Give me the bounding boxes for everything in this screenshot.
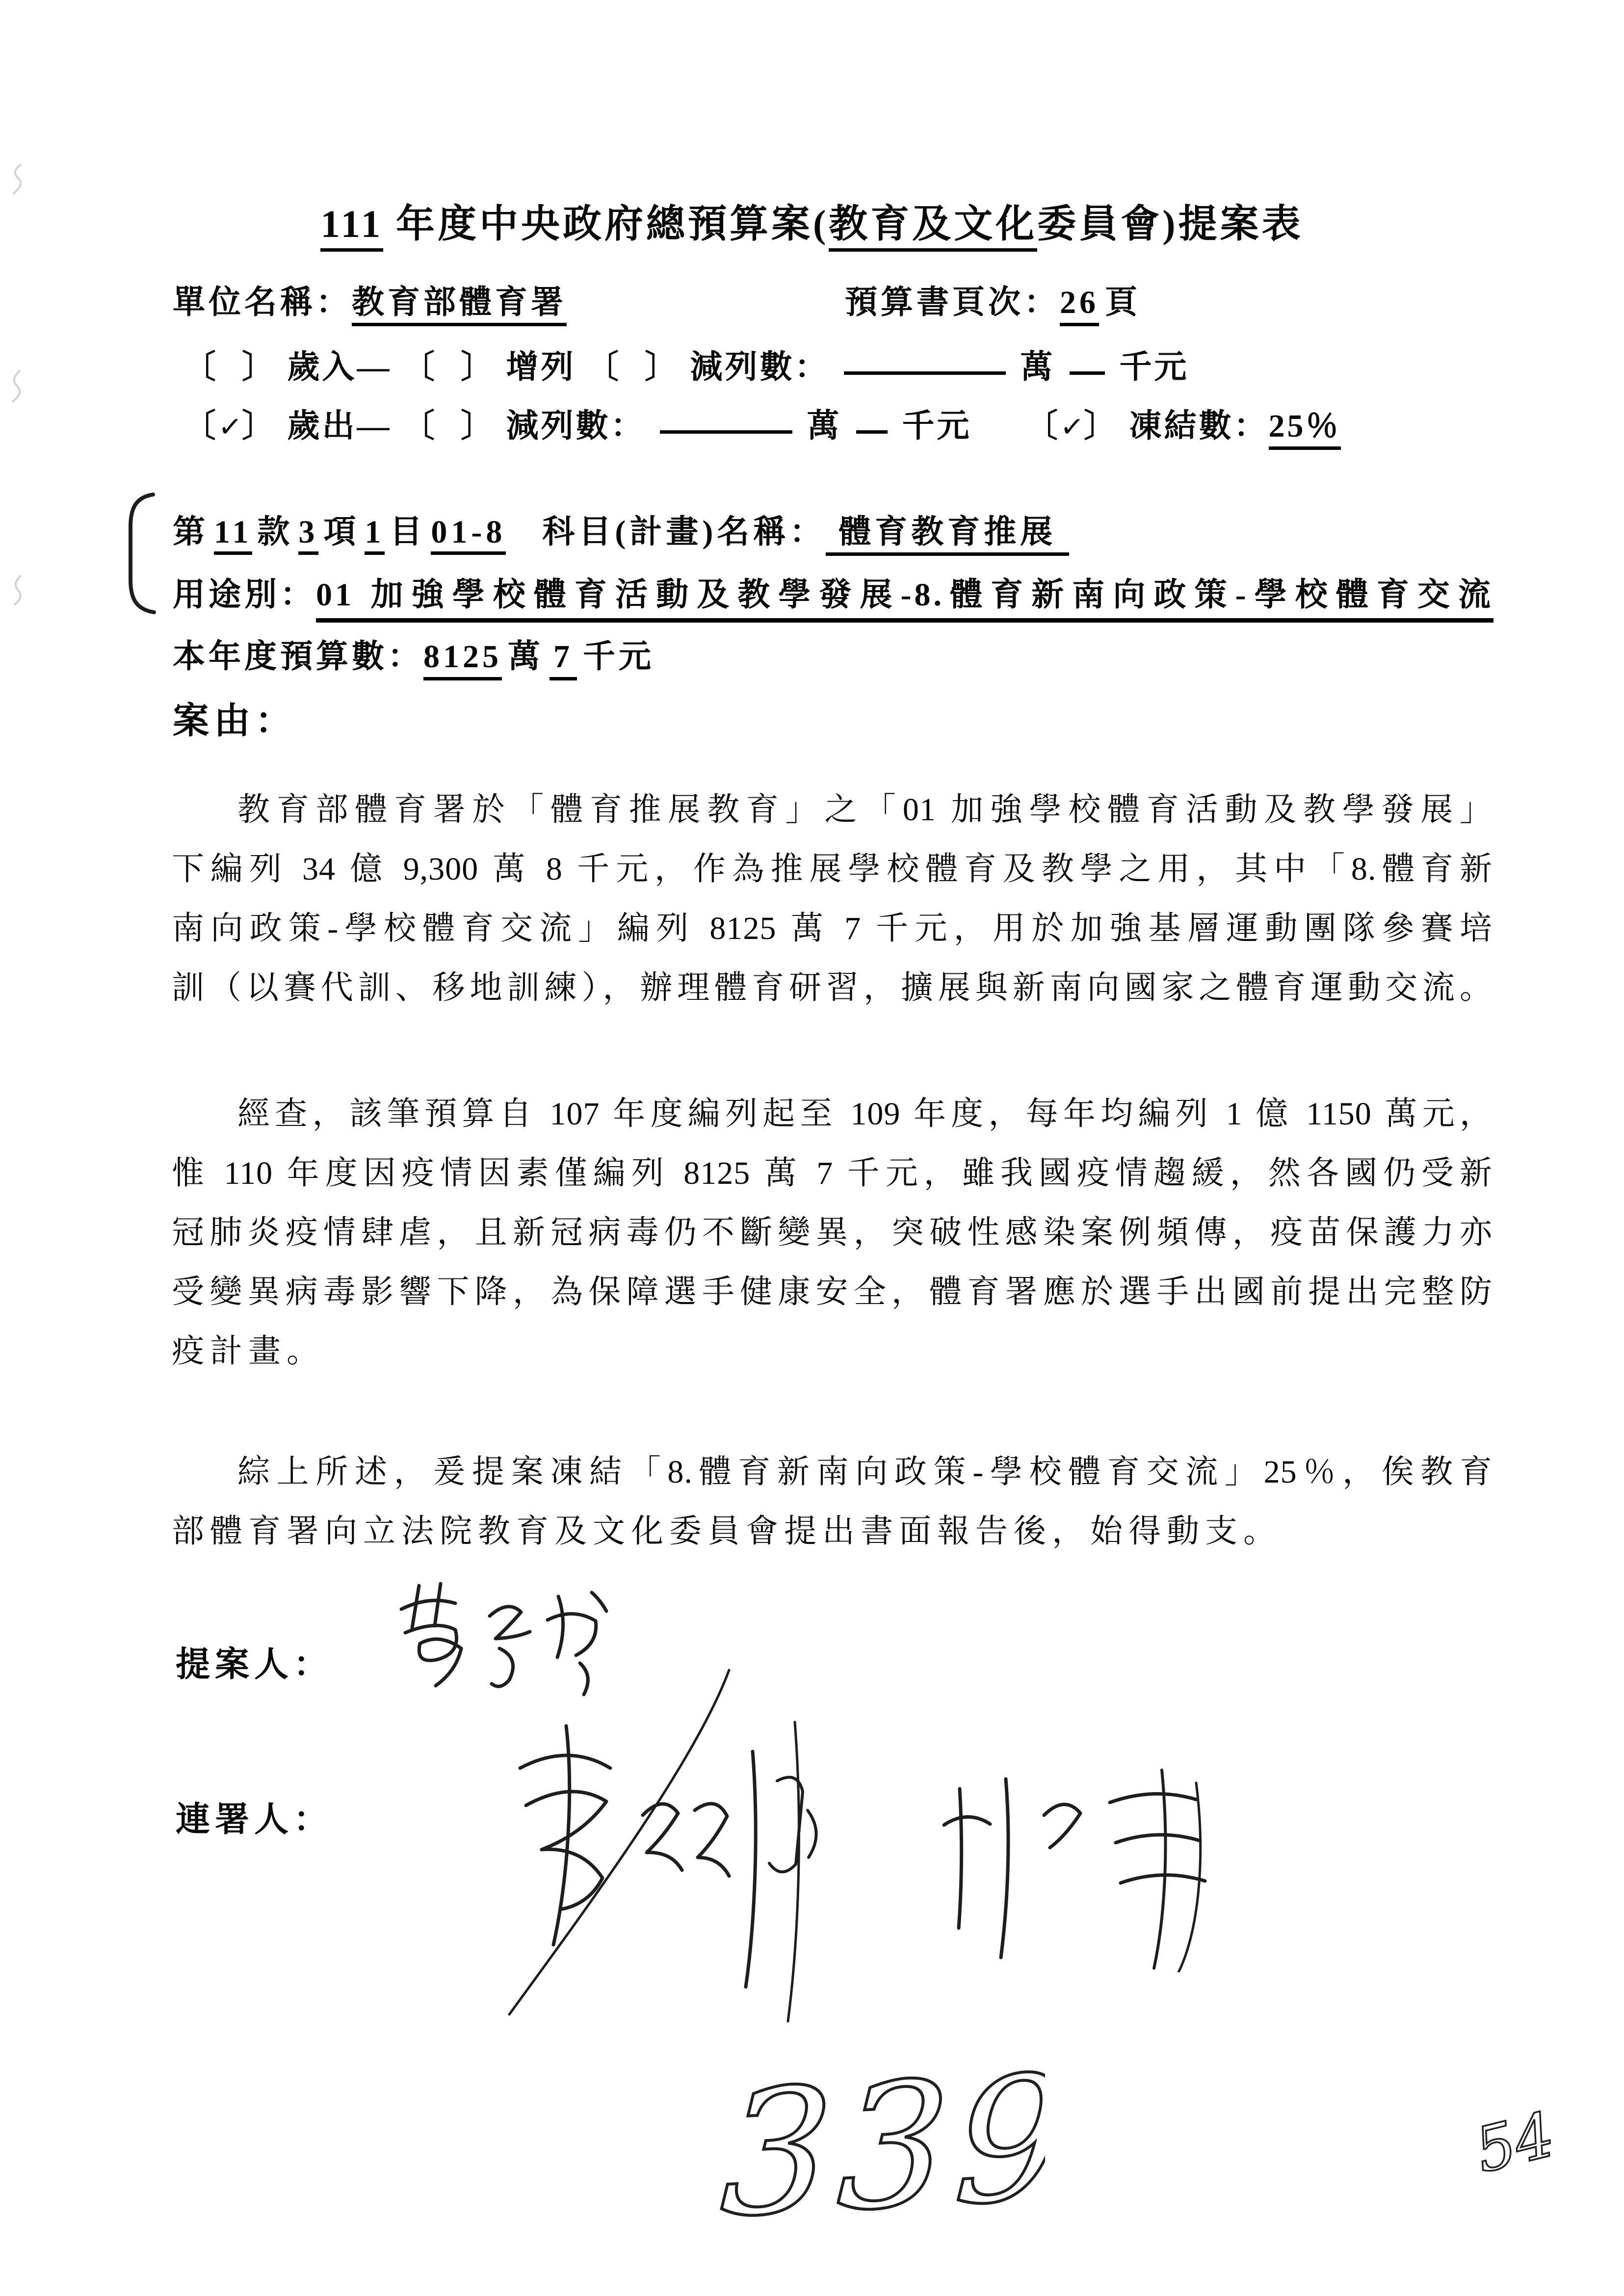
- unit-name-line: [173, 276, 567, 322]
- case-paragraph-line: 經查，該筆預算自 107 年度編列起至 109 年度，每年均編列 1 億 1150 萬元，: [237, 1096, 1493, 1132]
- item-prefix: 第: [173, 514, 209, 550]
- left-bracket-decoration: [122, 492, 159, 615]
- bracket-close: 〕: [461, 408, 496, 444]
- kuan-number: 11: [214, 514, 252, 555]
- usage-type-line: [173, 568, 1493, 623]
- qianyuan-unit: 千元: [583, 639, 655, 675]
- xiang-number: 3: [298, 514, 318, 555]
- cosigner-signature-1: [451, 1663, 864, 2026]
- case-paragraph-line: 訓（以賽代訓、移地訓練），辦理體育研習，擴展與新南向國家之體育運動交流。: [172, 970, 1493, 1006]
- corner-page-number: [1447, 2090, 1585, 2205]
- annual-budget-amount: 8125: [423, 639, 502, 680]
- unit-name-value: 教育部體育署: [352, 285, 567, 326]
- wan-unit: 萬: [807, 408, 842, 444]
- xiang-unit: 項: [323, 514, 360, 550]
- case-paragraph-line: 受變異病毒影響下降，為保障選手健康安全，體育署應於選手出國前提出完整防: [172, 1274, 1493, 1310]
- add-checkbox: [402, 349, 496, 385]
- expenditure-checkbox-checked: [183, 408, 277, 444]
- wan-unit: 萬: [1020, 349, 1055, 385]
- expenditure-checkbox-mark: [217, 408, 246, 445]
- unit-name-label: 單位名稱：: [173, 285, 352, 320]
- title-tail: 委員會)提案表: [1037, 203, 1304, 246]
- mu-unit: 目: [390, 514, 426, 550]
- bracket-close: 〕: [242, 408, 277, 444]
- dash: —: [357, 349, 392, 385]
- expenditure-checkbox-row: [183, 399, 1341, 446]
- blank-amount-field: [660, 427, 792, 434]
- svg-text:339: 339: [717, 2037, 1045, 2256]
- budget-book-page-line: [845, 276, 1147, 322]
- cut-amount-label: 減列數：: [506, 408, 646, 444]
- case-paragraph-line: 部體育署向立法院教育及文化委員會提出書面報告後，始得動支。: [172, 1513, 1282, 1549]
- check-icon: ✓: [217, 409, 246, 444]
- annual-budget-qian: 7: [550, 639, 577, 680]
- bracket-open: 〔: [183, 349, 218, 385]
- revenue-checkbox-row: [183, 340, 1189, 387]
- budget-book-page-label: 預算書頁次：: [845, 285, 1060, 320]
- svg-text:54: 54: [1468, 2099, 1562, 2187]
- cut-amount-label: 減列數：: [690, 349, 830, 385]
- title-committee: 教育及文化: [829, 203, 1037, 252]
- subject-item-line: [173, 505, 1069, 552]
- case-paragraph-line: 疫計畫。: [172, 1333, 325, 1369]
- freeze-label: 凍結數：: [1129, 408, 1269, 444]
- cosigner-signature-2: [927, 1742, 1271, 1972]
- cut-checkbox: [402, 408, 496, 444]
- bracket-open: 〔: [183, 408, 218, 444]
- case-paragraph-line: 下編列 34 億 9,300 萬 8 千元，作為推展學校體育及教學之用，其中「8.體育新: [172, 851, 1493, 887]
- budget-book-page-value: 26: [1060, 285, 1099, 326]
- bracket-open: 〔: [402, 408, 437, 444]
- blank-amount-field: [856, 427, 888, 434]
- check-icon: ✓: [1059, 409, 1088, 444]
- scan-artifact: [7, 162, 26, 196]
- kuan-unit: 款: [257, 514, 294, 550]
- subject-name-label: 科目(計畫)名稱：: [542, 514, 826, 550]
- scan-artifact: [7, 572, 26, 606]
- blank-amount-field: [1070, 368, 1105, 375]
- case-paragraph-line: 冠肺炎疫情肆虐，且新冠病毒仍不斷變異，突破性感染案例頻傳，疫苗保護力亦: [172, 1215, 1493, 1251]
- case-paragraph-line: 南向政策-學校體育交流」編列 8125 萬 7 千元，用於加強基層運動團隊參賽培: [172, 911, 1493, 946]
- case-heading: 案由：: [173, 701, 296, 741]
- dash: —: [357, 408, 392, 444]
- case-paragraph-line: 教育部體育署於「體育推展教育」之「01 加強學校體育活動及教學發展」: [237, 792, 1493, 828]
- bracket-close: 〕: [461, 349, 496, 385]
- subject-name-value: 體育教育推展: [826, 514, 1069, 556]
- scan-artifact: [7, 369, 26, 403]
- bracket-close: 〕: [242, 349, 277, 385]
- qianyuan-unit: 千元: [902, 408, 972, 444]
- add-option-label: 增列: [506, 349, 576, 385]
- usage-type-label: 用途別：: [173, 577, 316, 613]
- revenue-label: 歲入: [287, 349, 357, 385]
- page-title: [0, 192, 1624, 248]
- case-paragraph-line: 綜上所述，爰提案凍結「8.體育新南向政策-學校體育交流」25％，俟教育: [237, 1454, 1493, 1490]
- item-code: 01-8: [431, 514, 506, 555]
- bracket-close: 〕: [1084, 408, 1119, 444]
- freeze-checkbox-mark: [1059, 408, 1088, 445]
- handwritten-page-number: [702, 2031, 1045, 2296]
- annual-budget-line: [173, 630, 660, 677]
- qianyuan-unit: 千元: [1119, 349, 1189, 385]
- expenditure-label: 歲出: [287, 408, 357, 444]
- budget-book-page-unit: 頁: [1105, 285, 1141, 320]
- title-year: 111: [320, 203, 383, 252]
- title-mid: 年度中央政府總預算案(: [383, 203, 829, 246]
- mu-number: 1: [365, 514, 385, 555]
- bracket-close: 〕: [645, 349, 680, 385]
- blank-amount-field: [844, 368, 1006, 375]
- annual-budget-label: 本年度預算數：: [173, 639, 423, 675]
- proposer-label: 提案人：: [176, 1646, 333, 1684]
- wan-unit: 萬: [508, 639, 544, 675]
- freeze-value: 25％: [1269, 408, 1341, 450]
- freeze-checkbox-checked: [1025, 408, 1119, 444]
- usage-type-value: 01 加強學校體育活動及教學發展-8.體育新南向政策-學校體育交流: [316, 568, 1493, 623]
- cosigner-label: 連署人：: [176, 1801, 333, 1839]
- case-paragraph-line: 惟 110 年度因疫情因素僅編列 8125 萬 7 千元，雖我國疫情趨緩，然各國仍受新: [172, 1155, 1493, 1191]
- bracket-open: 〔: [1025, 408, 1060, 444]
- revenue-checkbox: [183, 349, 277, 385]
- bracket-open: 〔: [586, 349, 621, 385]
- bracket-open: 〔: [402, 349, 437, 385]
- cut-checkbox: [586, 349, 680, 385]
